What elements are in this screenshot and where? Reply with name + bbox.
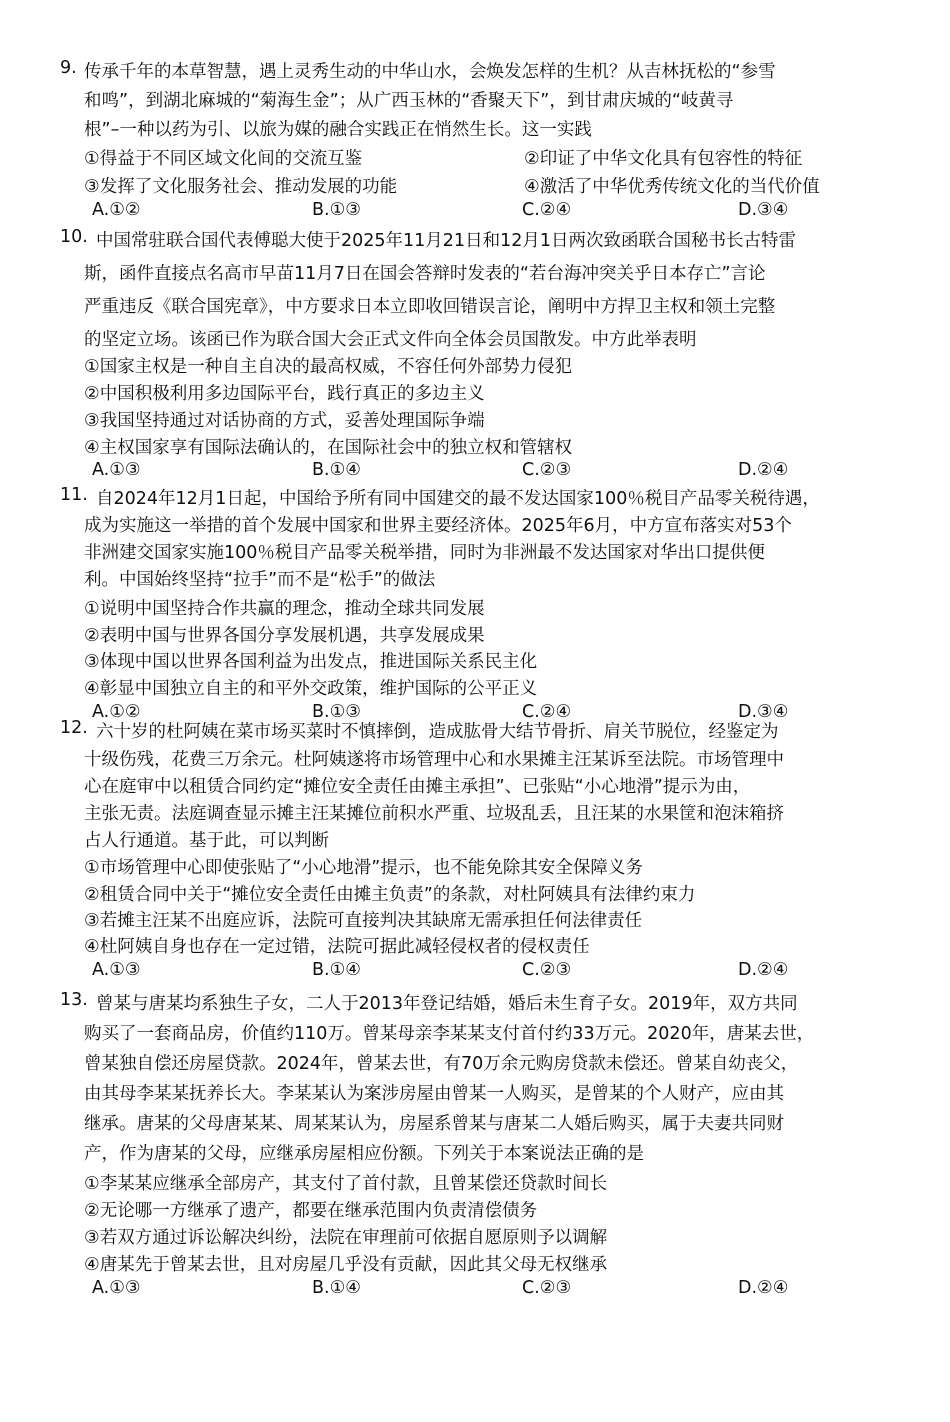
option-2: ②印证了中华文化具有包容性的特征 (524, 149, 803, 169)
stem-line: 中国常驻联合国代表傅聪大使于2025年11月21日和12月1日两次致函联合国秘书长古特雷 (96, 231, 796, 251)
answer-d: D.②④ (738, 460, 789, 480)
option-2: ②租赁合同中关于“摊位安全责任由摊主负责”的条款，对杜阿姨具有法律约束力 (84, 885, 696, 905)
stem-line: 购买了一套商品房，价值约110万。曾某母亲李某某支付首付约33万元。2020年，唐某去世， (84, 1024, 815, 1044)
stem-line: 产，作为唐某的父母，应继承房屋相应份额。下列关于本案说法正确的是 (84, 1144, 644, 1164)
option-1: ①李某某应继承全部房产，其支付了首付款，且曾某偿还贷款时间长 (84, 1174, 608, 1194)
answer-d: D.③④ (738, 702, 789, 722)
stem-line: 曾某独自偿还房屋贷款。2024年，曾某去世，有70万余元购房贷款未偿还。曾某自幼丧父， (84, 1054, 799, 1074)
answer-b: B.①④ (312, 460, 361, 480)
answer-c: C.②④ (522, 702, 572, 722)
stem-line: 曾某与唐某均系独生子女，二人于2013年登记结婚，婚后未生育子女。2019年，双方共同 (96, 994, 798, 1014)
stem-line: 斯，函件直接点名高市早苗11月7日在国会答辩时发表的“若台海冲突关乎日本存亡”言论 (84, 264, 766, 284)
option-4: ④激活了中华优秀传统文化的当代价值 (524, 177, 820, 197)
option-2: ②表明中国与世界各国分享发展机遇，共享发展成果 (84, 626, 485, 646)
option-3: ③若摊主汪某不出庭应诉，法院可直接判决其缺席无需承担任何法律责任 (84, 911, 643, 931)
question-number: 10. (60, 227, 88, 247)
option-3: ③若双方通过诉讼解决纠纷，法院在审理前可依据自愿原则予以调解 (84, 1228, 608, 1248)
option-4: ④杜阿姨自身也存在一定过错，法院可据此减轻侵权者的侵权责任 (84, 937, 590, 957)
option-4: ④彰显中国独立自主的和平外交政策，维护国际的公平正义 (84, 679, 538, 699)
option-4: ④主权国家享有国际法确认的，在国际社会中的独立权和管辖权 (84, 438, 573, 458)
answer-c: C.②③ (522, 960, 572, 980)
answer-c: C.②③ (522, 1278, 572, 1298)
stem-line: 利。中国始终坚持“拉手”而不是“松手”的做法 (84, 570, 436, 590)
option-1: ①说明中国坚持合作共赢的理念，推动全球共同发展 (84, 599, 485, 619)
stem-line: 由其母李某某抚养长大。李某某认为案涉房屋由曾某一人购买，是曾某的个人财产，应由其 (84, 1084, 784, 1104)
option-3: ③我国坚持通过对话协商的方式，妥善处理国际争端 (84, 411, 485, 431)
stem-line: 严重违反《联合国宪章》，中方要求日本立即收回错误言论，阐明中方捍卫主权和领土完整 (84, 297, 776, 317)
question-number: 13. (60, 990, 88, 1010)
answer-b: B.①③ (312, 200, 361, 220)
option-2: ②无论哪一方继承了遗产，都要在继承范围内负责清偿债务 (84, 1201, 538, 1221)
option-4: ④唐某先于曾某去世，且对房屋几乎没有贡献，因此其父母无权继承 (84, 1255, 608, 1275)
option-3: ③发挥了文化服务社会、推动发展的功能 (84, 177, 398, 197)
answer-a: A.①③ (92, 1278, 141, 1298)
option-3: ③体现中国以世界各国利益为出发点，推进国际关系民主化 (84, 652, 538, 672)
option-1: ①国家主权是一种自主自决的最高权威，不容任何外部势力侵犯 (84, 357, 573, 377)
stem-line: 十级伤残，花费三万余元。杜阿姨遂将市场管理中心和水果摊主汪某诉至法院。市场管理中 (84, 750, 784, 770)
stem-line: 心在庭审中以租赁合同约定“摊位安全责任由摊主承担”、已张贴“小心地滑”提示为由， (84, 777, 751, 797)
answer-d: D.②④ (738, 960, 789, 980)
stem-line: 占人行通道。基于此，可以判断 (84, 831, 329, 851)
stem-line: 六十岁的杜阿姨在菜市场买菜时不慎摔倒，造成肱骨大结节骨折、肩关节脱位，经鉴定为 (96, 722, 779, 742)
stem-line: 自2024年12月1日起，中国给予所有同中国建交的最不发达国家100％税目产品零关税待遇， (96, 489, 820, 509)
answer-a: A.①③ (92, 960, 141, 980)
stem-line: 和鸣”，到湖北麻城的“菊海生金”；从广西玉林的“香聚天下”，到甘肃庆城的“岐黄寻 (84, 91, 734, 111)
answer-d: D.②④ (738, 1278, 789, 1298)
answer-b: B.①④ (312, 1278, 361, 1298)
question-number: 9. (60, 58, 77, 78)
stem-line: 传承千年的本草智慧，遇上灵秀生动的中华山水，会焕发怎样的生机？从吉林抚松的“参雪 (84, 62, 776, 82)
answer-a: A.①③ (92, 460, 141, 480)
answer-a: A.①② (92, 702, 141, 722)
stem-line: 主张无责。法庭调查显示摊主汪某摊位前积水严重、垃圾乱丢，且汪某的水果筐和泡沫箱挤 (84, 804, 784, 824)
stem-line: 成为实施这一举措的首个发展中国家和世界主要经济体。2025年6月，中方宣布落实对53个 (84, 516, 792, 536)
question-number: 11. (60, 485, 88, 505)
question-number: 12. (60, 718, 88, 738)
stem-line: 根”–一种以药为引、以旅为媒的融合实践正在悄然生长。这一实践 (84, 120, 592, 140)
option-1: ①得益于不同区域文化间的交流互鉴 (84, 149, 363, 169)
answer-c: C.②③ (522, 460, 572, 480)
answer-d: D.③④ (738, 200, 789, 220)
answer-a: A.①② (92, 200, 141, 220)
answer-b: B.①④ (312, 960, 361, 980)
stem-line: 非洲建交国家实施100％税目产品零关税举措，同时为非洲最不发达国家对华出口提供便 (84, 543, 765, 563)
option-1: ①市场管理中心即使张贴了“小心地滑”提示，也不能免除其安全保障义务 (84, 858, 643, 878)
stem-line: 的坚定立场。该函已作为联合国大会正式文件向全体会员国散发。中方此举表明 (84, 330, 697, 350)
answer-c: C.②④ (522, 200, 572, 220)
answer-b: B.①③ (312, 702, 361, 722)
stem-line: 继承。唐某的父母唐某某、周某某认为，房屋系曾某与唐某二人婚后购买，属于夫妻共同财 (84, 1114, 784, 1134)
option-2: ②中国积极利用多边国际平台，践行真正的多边主义 (84, 384, 485, 404)
